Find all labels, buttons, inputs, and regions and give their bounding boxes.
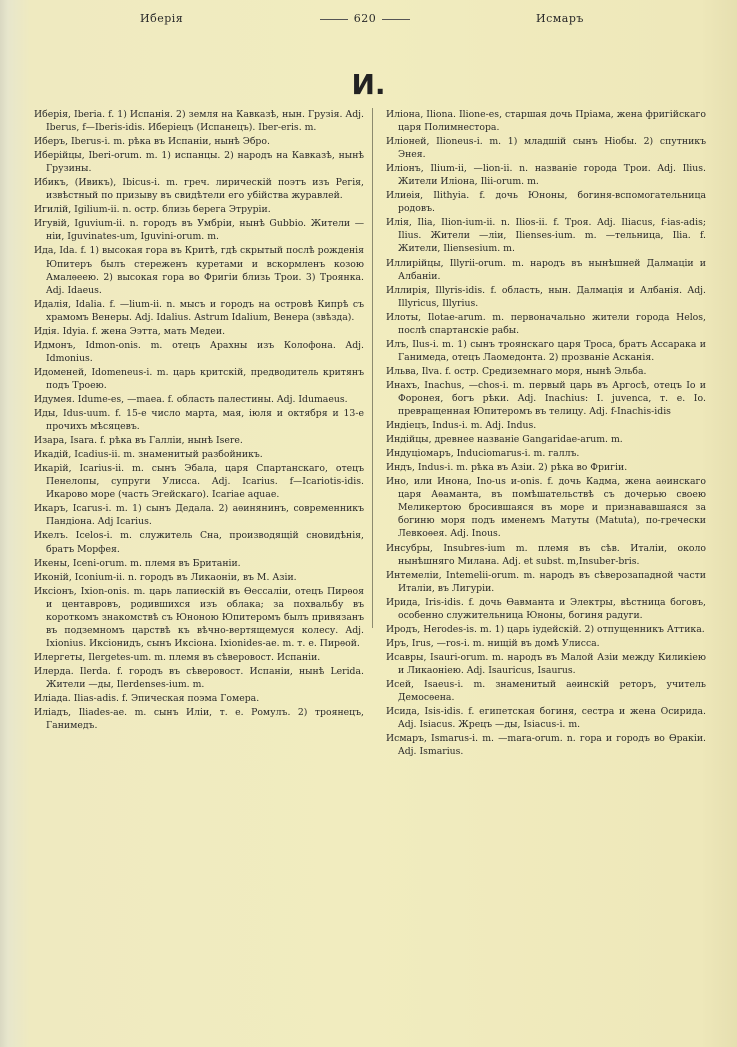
dictionary-entry: Идмонъ, Idmon-onis. m. отецъ Арахны изъ Колофона. Adj. Idmonius.	[34, 339, 364, 364]
section-letter: И.	[351, 68, 386, 101]
dictionary-entry: Идія. Idyia. f. жена Ээтта, мать Медеи.	[34, 325, 226, 337]
dictionary-entry: Исавры, Isauri-orum. m. народъ въ Малой Азіи между Киликіею и Ликаоніею. Adj. Isauricus, Isaurus.	[386, 651, 706, 676]
dictionary-entry: Интемеліи, Intemelii-orum. m. народъ въ сѣверозападной части Италіи, въ Лигуріи.	[386, 569, 706, 594]
dictionary-entry: Илиѳія, Ilithyia. f. дочь Юноны, богиня-вспомогательница родовъ.	[386, 190, 706, 215]
page-number	[300, 12, 430, 25]
dictionary-entry: Игилій, Igilium-ii. n. остр. близь берега Этруріи.	[34, 204, 271, 216]
dictionary-entry: Иллирійцы, Illyrii-orum. m. народъ въ нынѣшней Далмаціи и Албаніи.	[386, 257, 706, 282]
dictionary-entry: Исмаръ, Ismarus-i. m. —mara-orum. n. гора и городъ во Ѳракіи. Adj. Ismarius.	[386, 733, 706, 758]
dictionary-entry: Иконій, Iconium-ii. n. городъ въ Ликаоніи, въ М. Азіи.	[34, 571, 297, 583]
dictionary-entry: Игувій, Iguvium-ii. n. городъ въ Умбріи, нынѣ Gubbio. Жители —ніи, Iguvinates-um, Iguvini-orum. m.	[34, 218, 364, 243]
dictionary-entry: Индійцы, древнее названіе Gangaridae-arum. m.	[386, 434, 623, 446]
dictionary-entry: Ибикъ, (Ивикъ), Ibicus-i. m. греч. лирическій поэтъ изъ Регія, извѣстный по призыву въ свидѣтели его убійства журавлей.	[34, 177, 364, 202]
page-number-text: 620	[353, 12, 377, 25]
dictionary-entry: Иліада. Ilias-adis. f. Эпическая поэма Гомера.	[34, 693, 260, 705]
dictionary-entry: Иберійцы, Iberi-orum. m. 1) испанцы. 2) народъ на Кавказѣ, нынѣ Грузины.	[34, 150, 364, 175]
dictionary-entry: Инсубры, Insubres-ium m. племя въ сѣв. Италіи, около нынѣшняго Милана. Adj. et subst. m,Insuber-bris.	[386, 542, 706, 567]
dictionary-entry: Иды, Idus-uum. f. 15-е число марта, мая, іюля и октября и 13-е прочихъ мѣсяцевъ.	[34, 408, 364, 433]
dictionary-entry: Икелъ. Icelos-i. m. служитель Сна, производящій сновидѣнія, братъ Морфея.	[34, 530, 364, 555]
dictionary-entry: Исида, Isis-idis. f. египетская богиня, сестра и жена Осирида. Adj. Isiacus. Жрецъ —ды, Isiacus-i. m.	[386, 706, 706, 731]
dictionary-entry: Иліона, Iliona. Ilione-es, старшая дочь Пріама, жена фригійскаго царя Полимнестора.	[386, 109, 706, 134]
dictionary-entry: Исей, Isaeus-i. m. знаменитый аѳинскій реторъ, учитель Демосѳена.	[386, 678, 706, 704]
dictionary-entry: Илоты, Ilotae-arum. m. первоначально жители города Helos, послѣ спартанскіе рабы.	[386, 311, 706, 336]
right-column	[386, 108, 706, 759]
header-right-word: Исмаръ	[536, 12, 584, 25]
dictionary-entry: Иродъ, Herodes-is. m. 1) царь іудейскій. 2) отпущенникъ Аттика.	[386, 623, 705, 635]
dictionary-entry: Илія, Ilia, Ilion-ium-ii. n. Ilios-ii. f. Троя. Adj. Iliacus, f-ias-adis; Ilius. Жители —ліи, Ilienses-ium. m. —тельница, Ilia. f. Жители, Iliensesium. m.	[386, 217, 706, 255]
left-column	[34, 108, 364, 733]
dictionary-entry: Ино, или Инона, Ino-us и-onis. f. дочь Кадма, жена аѳинскаго царя Аѳаманта, въ помѣшательствѣ съ дочерью своею Меликертою бросившаяся въ море и признававшаяся за богиню моря подъ именемъ Матуты (Matuta), по-гречески Левкоѳея. Adj. Inous.	[386, 476, 706, 540]
dictionary-entry: Илергеты, Ilergetes-um. m. племя въ сѣверовост. Испаніи.	[34, 651, 321, 663]
dictionary-entry: Иберъ, Iberus-i. m. рѣка въ Испаніи, нынѣ Эбро.	[34, 136, 270, 148]
column-rule	[372, 108, 373, 628]
dictionary-entry: Илъ, Ilus-i. m. 1) сынъ троянскаго царя Троса, братъ Ассарака и Ганимеда, отецъ Лаомедонта. 2) прозваніе Асканія.	[386, 338, 706, 363]
dictionary-entry: Ида, Ida. f. 1) высокая гора въ Критѣ, гдѣ скрытый послѣ рожденія Юпитеръ былъ стереженъ куретами и вскормленъ козою Амалѳеею. 2) высокая гора во Фригіи близь Трои. 3) Троянка. Adj. Idaeus.	[34, 245, 364, 296]
dictionary-entry: Илерда. Ilerda. f. городъ въ сѣверовост. Испаніи, нынѣ Lerida. Жители —ды, Ilerdenses-ium. m.	[34, 665, 364, 690]
dictionary-entry: Иліонъ, Ilium-ii, —lion-ii. n. названіе города Трои. Adj. Ilius. Жители Иліона, Ilii-orum. m.	[386, 163, 706, 188]
dictionary-entry: Ирида, Iris-idis. f. дочь Ѳавманта и Электры, вѣстница боговъ, особенно служительница Юноны, богиня радуги.	[386, 596, 706, 621]
dictionary-entry: Индуціомаръ, Induciomarus-i. m. галлъ.	[386, 448, 580, 460]
dictionary-entry: Индъ, Indus-i. m. рѣка въ Азіи. 2) рѣка во Фригіи.	[386, 462, 628, 474]
dictionary-entry: Инахъ, Inachus, —chos-i. m. первый царь въ Аргосѣ, отецъ Іо и Форонея, богъ рѣки. Adj. Inachius: I. juvenca, т. е. Іо. превращенная Юпитеромъ въ телицу. Adj. f-Inachis-idis	[386, 379, 706, 418]
dictionary-entry: Ильва, Ilva. f. остр. Средиземнаго моря, нынѣ Эльба.	[386, 365, 647, 377]
dictionary-entry: Иръ, Irus, —ros-i. m. нищій въ домѣ Улисса.	[386, 637, 600, 649]
dictionary-entry: Изара, Isara. f. рѣка въ Галліи, нынѣ Isere.	[34, 435, 243, 447]
dictionary-entry: Индіецъ, Indus-i. m. Adj. Indus.	[386, 420, 537, 432]
header-left-word: Иберія	[140, 12, 184, 25]
dictionary-entry: Идоменей, Idomeneus-i. m. царь критскій, предводитель критянъ подъ Троею.	[34, 366, 364, 391]
dictionary-entry: Идалія, Idalia. f. —lium-ii. n. мысъ и городъ на островѣ Кипрѣ съ храмомъ Венеры. Adj. Idalius. Astrum Idalium, Венера (звѣзда).	[34, 298, 364, 323]
dictionary-entry: Иберія, Iberia. f. 1) Испанія. 2) земля на Кавказѣ, нын. Грузія. Adj. Iberus, f—Iberis-idis. Иберіецъ (Испанецъ). Iber-eris. m.	[34, 109, 364, 134]
dictionary-entry: Иліоней, Ilioneus-i. m. 1) младшій сынъ Ніобы. 2) спутникъ Энея.	[386, 136, 706, 161]
dictionary-entry: Иллирія, Illyris-idis. f. область, нын. Далмація и Албанія. Adj. Illyricus, Illyrius.	[386, 284, 706, 309]
header-dash-left	[320, 19, 348, 20]
dictionary-entry: Икарій, Icarius-ii. m. сынъ Эбала, царя Спартанскаго, отецъ Пенелопы, супруги Улисса. Adj. Icarius. f—Icariotis-idis. Икарово море (часть Эгейскаго). Icariae aquae.	[34, 463, 364, 501]
running-head	[0, 12, 737, 32]
header-dash-right	[382, 19, 410, 20]
dictionary-entry: Иксіонъ, Ixion-onis. m. царь лапиѳскій въ Ѳессаліи, отецъ Пирѳоя и центавровъ, родившихся изъ облака; за похвальбу въ короткомъ знакомствѣ съ Юноною Юпитеромъ былъ привязанъ въ подземномъ царствѣ къ вѣчно-вертящемуся колесу. Adj. Ixionius. Иксіонидъ, сынъ Иксіона. Ixionides-ae. m. т. е. Пирѳой.	[34, 585, 364, 649]
dictionary-entry: Идумея. Idume-es, —maea. f. область палестины. Adj. Idumaeus.	[34, 393, 348, 405]
dictionary-entry: Икены, Iceni-orum. m. племя въ Британіи.	[34, 557, 241, 569]
dictionary-entry: Икадій, Icadius-ii. m. знаменитый разбойникъ.	[34, 449, 263, 461]
dictionary-entry: Икаръ, Icarus-i. m. 1) сынъ Дедала. 2) аѳинянинъ, современникъ Пандіона. Adj Icarius.	[34, 503, 364, 528]
dictionary-entry: Иліадъ, Iliades-ae. m. сынъ Иліи, т. е. Ромулъ. 2) троянецъ, Ганимедъ.	[34, 707, 364, 732]
